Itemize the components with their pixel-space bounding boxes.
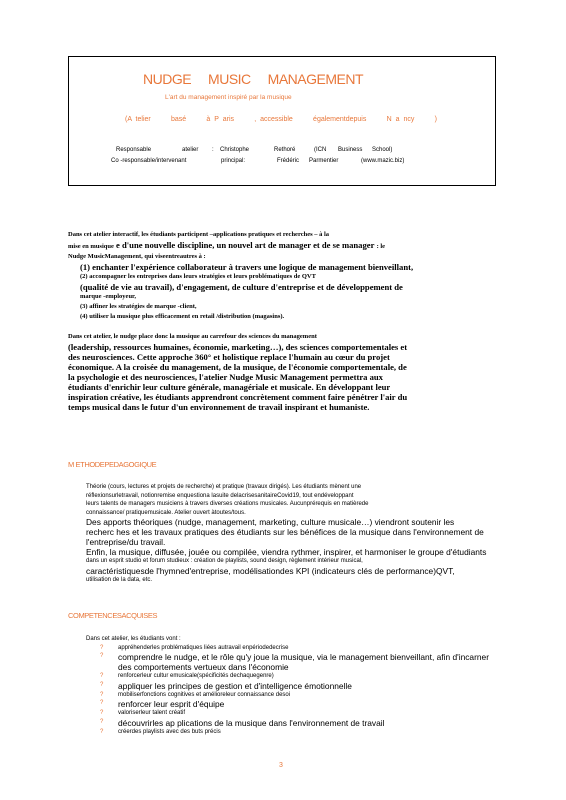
methodo-line: réflexionsurletravail, notionremise enquestiona lasuite delacrisesanitaireCovid19, tout endéveloppant [86,492,354,499]
competence-text: appréhenderles problématiques liées autravail enpériodedecrise [118,644,289,651]
location-part: N a ncy [386,116,415,123]
objective-item: (1) enchanter l'expérience collaborateur à travers une logique de management bienveillant, [80,262,414,272]
bullet-icon: ? [100,728,104,735]
intro-line: mise en musique e d'une nouvelle discipline, un nouvel art de manager et de se manager : le [68,240,386,250]
intro-line: la psychologie et des neurosciences, l'atelier Nudge Music Management permettra aux [68,372,383,382]
location-part: égalementdepuis [313,116,367,123]
bullet-icon: ? [100,700,104,706]
bullet-icon: ? [100,673,104,679]
responsable-label: Responsable [116,147,152,153]
responsable-org2: Business [338,147,363,153]
competence-text: mobiliserfonctions cognitives et amélioreleur connaissance desoi [118,691,291,698]
methodo-line: Enfin, la musique, diffusée, jouée ou compilée, viendra rythmer, inspirer, et harmoniser le groupe d'étudiants [86,547,487,557]
competence-item [86,718,506,728]
methodo-line: Théorie (cours, lectures et projets de recherche) et pratique (travaux dirigés). Les étudiants mènent une [86,484,362,490]
competence-item [86,699,506,709]
methodo-line: Des apports théoriques (nudge, management, marketing, culture musicale…) viendront soutenir les [86,517,455,527]
competence-item [86,662,506,672]
location-part: ) [434,116,437,123]
objective-item: (4) utiliser la musique plus efficacement en retail /distribution (magasins). [80,313,285,320]
competence-item [86,652,506,662]
intro-line: inspiration créative, les étudiants apprendront concrètement comment faire pénétrer l'air du [68,392,408,402]
competence-text: créerdes playlists avec des buts précis [118,728,221,735]
competence-text: renforcerleur cultur emusicale(spécificités dechaquegenre) [118,673,274,679]
competence-text: renforcer leur esprit d'équipe [118,699,225,709]
methodo-line: dans un esprit studio et forum studieux : création de playlists, sound design, règlement intérieur musical, [86,558,363,564]
location-part: , accessible [254,116,293,123]
competence-item [86,681,506,691]
intro-line: (leadership, ressources humaines, économie, marketing…), des sciences comportementales et [68,342,408,352]
competences-list [86,644,506,737]
location-part: à P aris [206,116,234,123]
spacer [68,322,498,332]
methodo-line: caractéristiquesde l'hymned'entreprise, modélisationdes KPI (indicateurs clés de performance)QVT, [86,565,455,576]
coresponsable-last: Parmentier [309,158,339,164]
bullet-icon: ? [100,681,104,688]
coresponsable-site: (www.mazic.biz) [361,158,405,164]
methodo-line: l'entreprise/du travail. [86,537,166,547]
page-number: 3 [279,762,283,769]
location-part: (A telier [125,116,151,123]
methodo-title: M ETHODEPEDAGOGIQUE [68,460,157,469]
responsable-role: atelier [182,147,199,153]
competence-text: des comportements vertueux dans l'économie [118,662,289,672]
competence-text: découvrirles ap plications de la musique dans l'environnement de travail [118,717,385,728]
competence-text: appliquer les principes de gestion et d'intelligence émotionnelle [118,680,352,691]
bullet-icon: ? [100,691,104,698]
bullet-icon: ? [100,710,104,716]
methodo-line: leurs talents de managers musiciens à travers diverses créations musicales. Aucunprérequis en matièrede [86,501,369,507]
coresponsable-first: Frédéric [277,158,300,164]
competence-item [86,691,506,700]
location-line [125,116,437,123]
responsable-sep: : [212,147,214,153]
objective-item: (qualité de vie au travail), d'engagement, de culture d'entreprise et de développement de [80,282,403,292]
competences-intro: Dans cet atelier, les étudiants vont : [86,636,181,642]
competences-title: COMPETENCESACQUISES [68,611,158,620]
intro-line: étudiants d'enrichir leur culture générale, managériale et musicale. En développant leur [68,382,391,392]
methodo-section [86,483,516,584]
intro-line: Dans cet atelier interactif, les étudiants participent –applications pratiques et recherches – à la [68,231,330,238]
bullet-icon: ? [100,718,104,725]
bullet-icon: ? [100,653,104,659]
title-word-management: MANAGEMENT [267,71,363,87]
methodo-line: connaissance/ pratiquemusicale. Atelier ouvert àtoutes/tous. [86,509,246,516]
intro-line: Nudge MusicManagement, qui viseentreautres à : [68,253,206,260]
responsable-org3: School) [372,147,393,153]
tagline: L'art du management inspiré par la musique [165,94,292,101]
document-title [143,71,363,87]
methodo-line: utilisation de la data, etc. [86,576,153,583]
competence-item [86,672,506,681]
responsable-last: Rethoré [274,147,296,153]
competence-item [86,644,506,653]
competences-section [86,635,506,736]
bullet-icon: ? [100,644,104,651]
competence-item [86,709,506,718]
coresponsable-role: principal: [221,158,246,164]
intro-line: des neurosciences. Cette approche 360° et holistique replace l'humain au cœur du projet [68,352,390,362]
competence-text: comprendre le nudge, et le rôle qu'y joue la musique, via le management bienveillant, afin d'incarner [118,652,489,662]
competence-text: valoriserleur talent créatif [118,710,186,716]
intro-line: économique. A la croisée du management, de la musique, de l'économie comportementale, de [68,362,407,372]
intro-line: temps musical dans le futur d'un environnement de travail inspirant et humaniste. [68,402,370,412]
responsable-org: (ICN [314,147,327,153]
objective-item: (2) accompagner les entreprises dans leurs stratégies et leurs problématiques de QVT [80,273,316,280]
methodo-line: recherc hes et les travaux pratiques des étudiants sur les bénéfices de la musique dans l'environnement de [86,527,484,537]
responsable-first: Christophe [220,147,250,153]
objective-item: (3) affiner les stratégies de marque -client, [80,303,197,310]
coresponsable-line [111,156,421,167]
competence-item [86,728,506,737]
title-word-music: MUSIC [208,71,251,87]
intro-line: Dans cet atelier, le nudge place donc la musique au carrefour des sciences du management [68,333,317,340]
header-box [68,56,496,186]
intro-section [68,230,498,412]
coresponsable-label: Co -responsable/intervenant [111,158,187,164]
title-word-nudge: NUDGE [143,71,192,87]
responsable-line [116,145,416,156]
objective-item: marque -employeur, [80,293,136,300]
location-part: basé [170,116,187,123]
